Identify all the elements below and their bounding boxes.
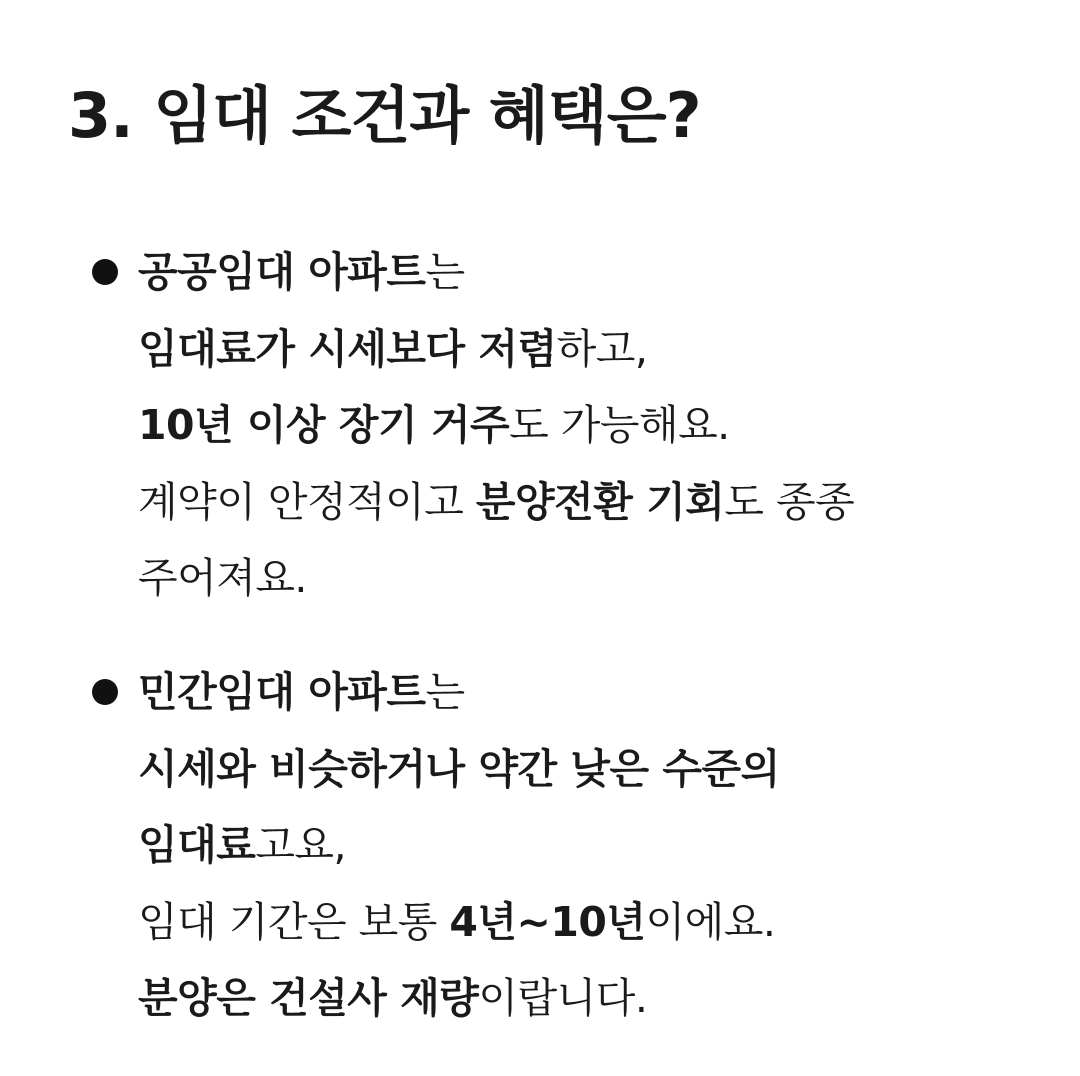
text-segment: 민간임대 아파트 — [138, 668, 426, 716]
text-segment: 하고, — [556, 324, 648, 373]
text-segment: 고요, — [255, 821, 347, 869]
text-segment: 임대료 — [138, 821, 256, 869]
text-segment: 계약이 안정적이고 — [138, 477, 476, 526]
page-title: 3. 임대 조건과 혜택은? — [68, 79, 701, 152]
text-segment: 임대 기간은 보통 — [138, 897, 450, 946]
text-segment: 도 종종 — [724, 477, 855, 526]
text-segment: 주어져요. — [138, 554, 307, 602]
text-line — [138, 464, 854, 541]
text-line — [138, 731, 780, 808]
bullet-dot-icon — [92, 679, 118, 705]
text-line — [138, 884, 780, 961]
text-line — [138, 234, 854, 311]
text-segment: 임대료가 시세보다 저렴 — [138, 324, 557, 373]
text-segment: 이에요. — [645, 897, 776, 946]
text-segment: 는 — [425, 248, 465, 296]
text-line — [138, 960, 780, 1037]
text-segment: 분양전환 기회 — [475, 477, 725, 526]
text-line — [138, 311, 854, 388]
bullet-text — [138, 234, 854, 617]
text-segment: 공공임대 아파트 — [138, 248, 426, 296]
text-line — [138, 654, 780, 731]
text-line — [138, 807, 780, 884]
text-segment: 시세와 비슷하거나 약간 낮은 수준의 — [138, 744, 780, 793]
text-segment: 이랍니다. — [478, 974, 648, 1022]
text-line — [138, 540, 854, 617]
text-segment: 10년 이상 장기 거주 — [138, 401, 510, 449]
text-line — [138, 387, 854, 464]
text-segment: 4년~10년 — [449, 897, 646, 946]
text-segment: 도 가능해요. — [509, 401, 730, 449]
bullet-text — [138, 654, 780, 1037]
text-segment: 분양은 건설사 재량 — [138, 974, 479, 1022]
bullet-dot-icon — [92, 259, 118, 285]
text-segment: 는 — [425, 668, 465, 716]
